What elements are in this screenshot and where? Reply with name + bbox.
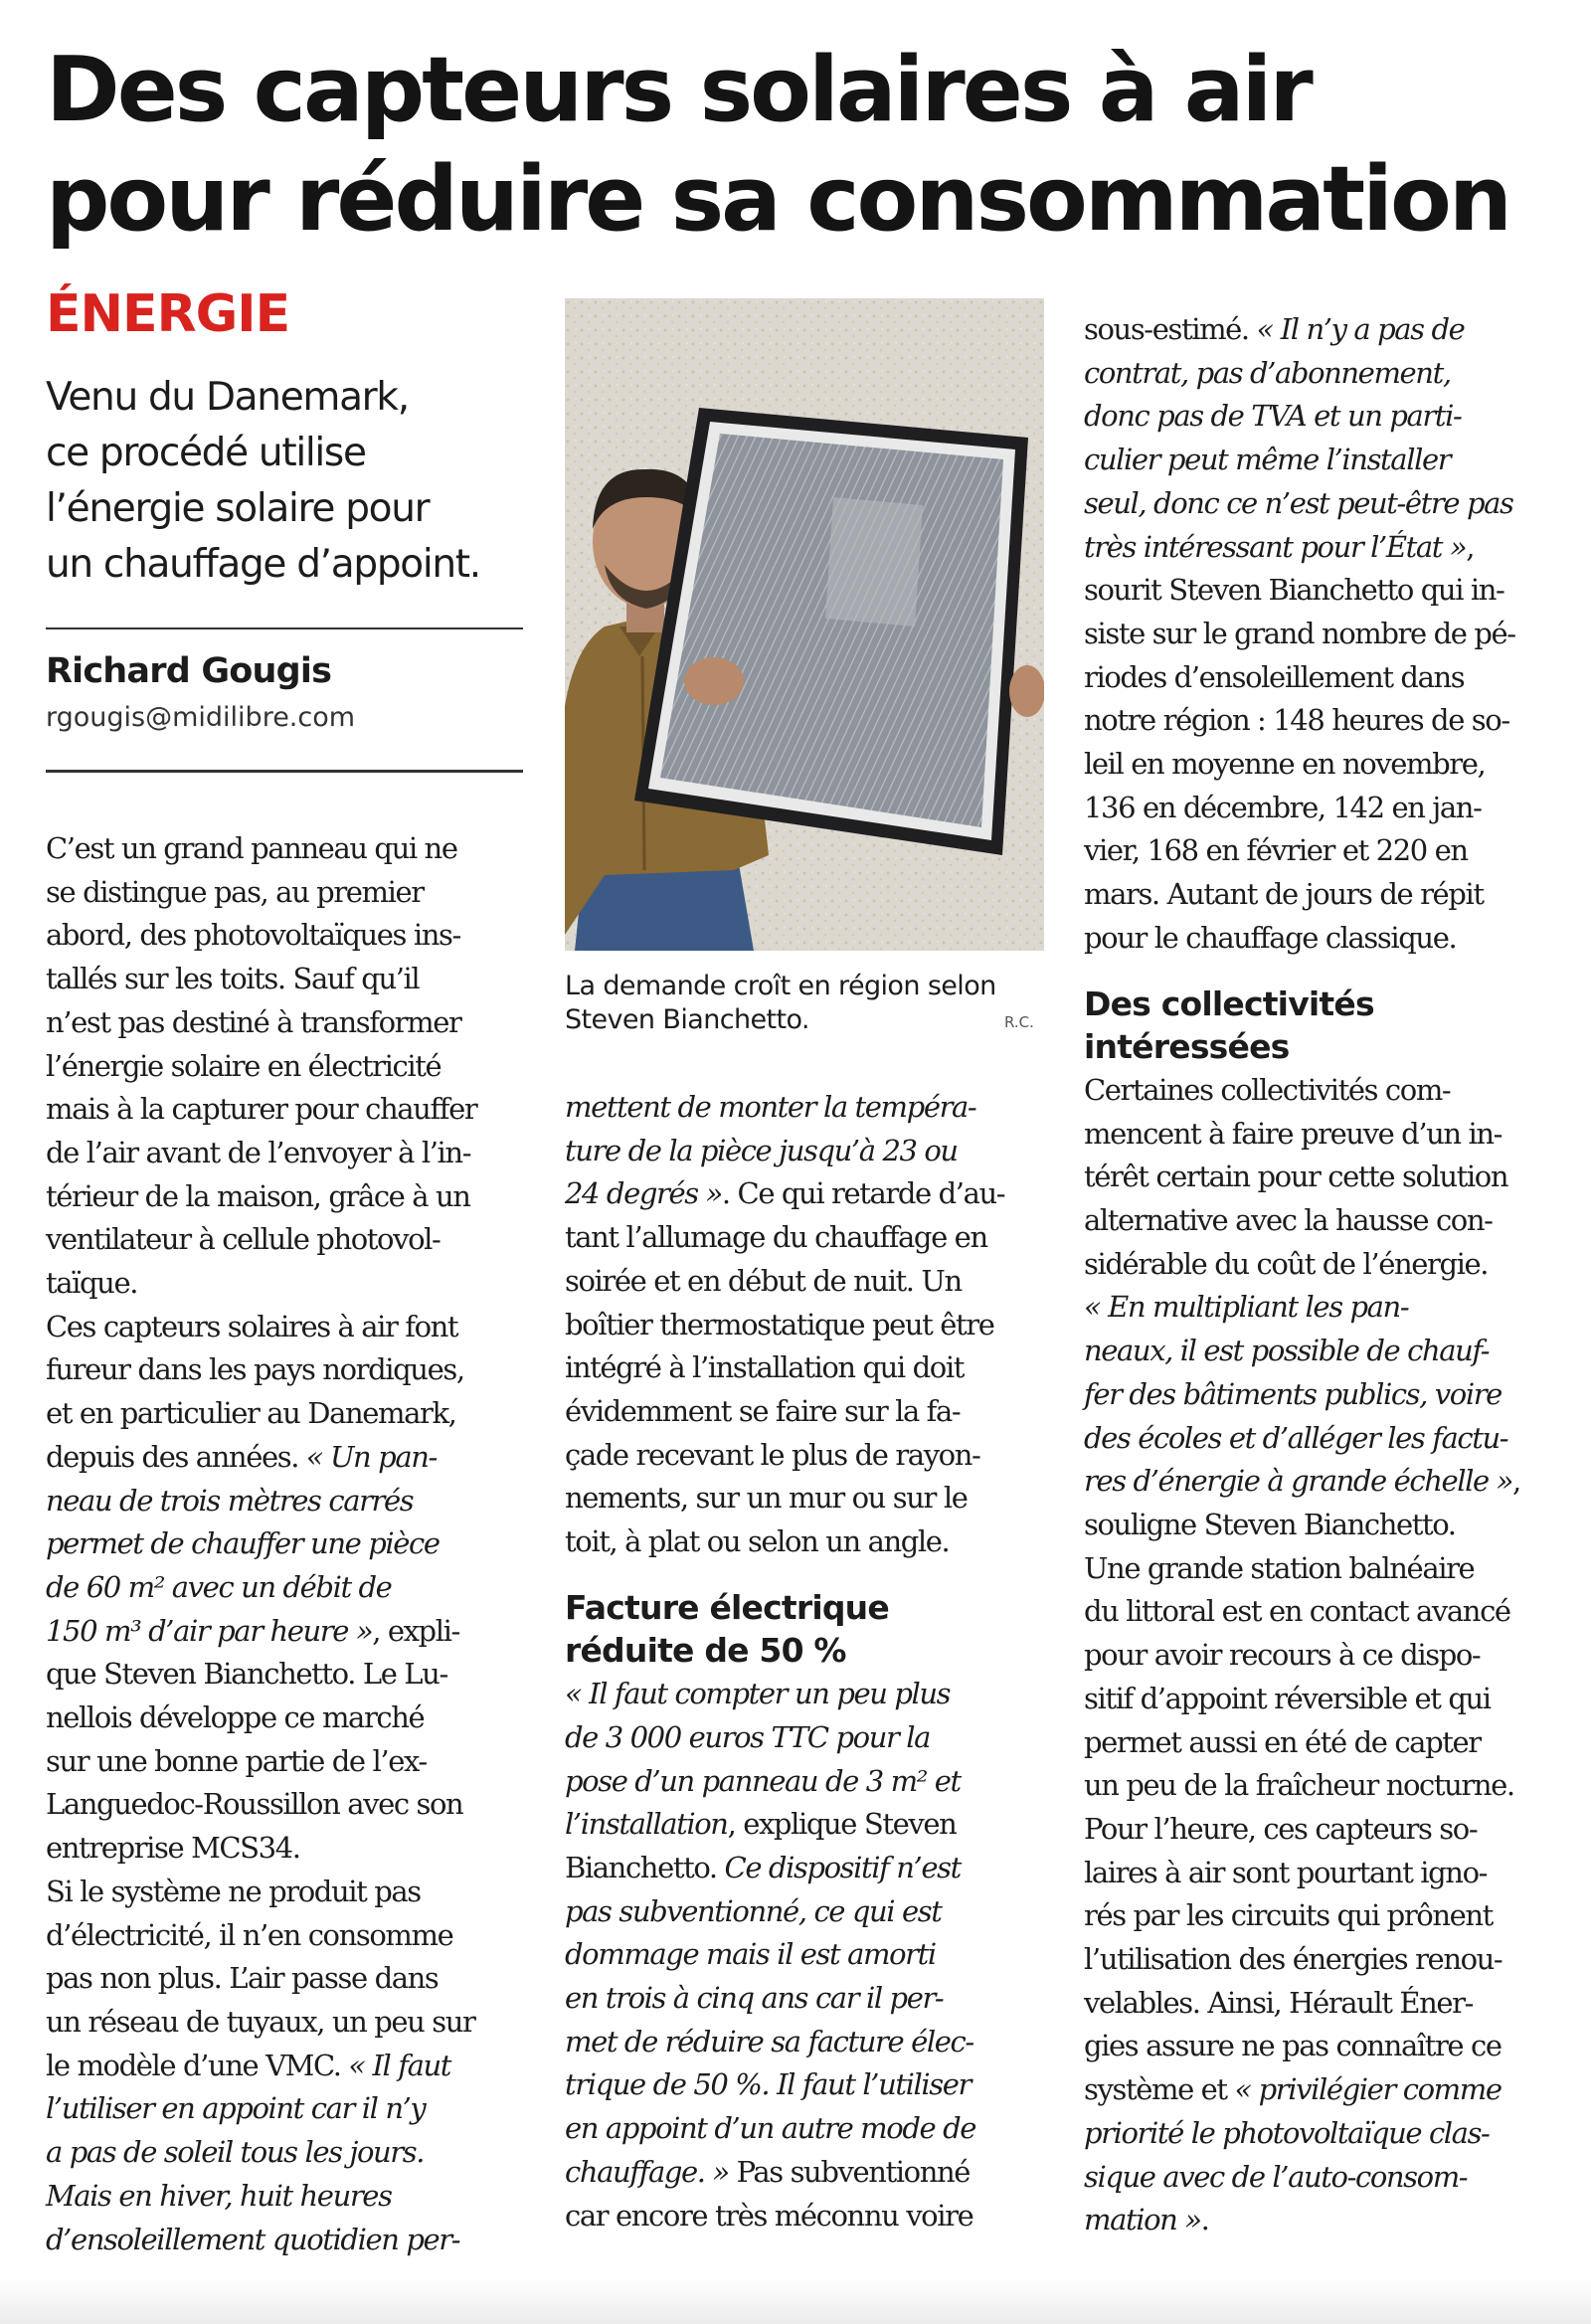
subheading-line: Des collectivités (1084, 983, 1374, 1023)
text-line: abord, des photovoltaïques ins- (46, 918, 460, 953)
text-line (46, 1610, 527, 1654)
text-line: permet aussi en été de capter (1084, 1724, 1481, 1759)
text-line (1084, 2068, 1569, 2112)
quote-line (1084, 1417, 1569, 1461)
subheading (1084, 983, 1569, 1069)
text-line: nements, sur un mur ou sur le (565, 1481, 968, 1516)
quote-line (1084, 2156, 1569, 2200)
text-line: 136 en décembre, 142 en jan- (1084, 790, 1482, 824)
standfirst-line: un chauffage d’appoint. (46, 542, 480, 587)
caption-line: Steven Bianchetto. (565, 1004, 809, 1035)
quote-text: trique de 50 %. Il faut l’utiliser (565, 2067, 971, 2102)
text-line: siste sur le grand nombre de pé- (1084, 616, 1515, 650)
quote-text: 150 m³ d’air par heure » (46, 1613, 373, 1648)
quote-text: priorité le photovoltaïque clas- (1084, 2115, 1490, 2150)
quote-text: « Il faut (348, 2048, 451, 2082)
text-line: toit, à plat ou selon un angle. (565, 1524, 950, 1559)
text-roman: Bianchetto. (565, 1850, 725, 1884)
quote-text: de 60 m² avec un débit de (46, 1569, 392, 1604)
text-roman: . Ce qui retarde d’au- (721, 1176, 1005, 1211)
quote-line (1084, 352, 1569, 396)
text-line: Ces capteurs solaires à air font (46, 1309, 458, 1343)
quote-text: « Un pan- (305, 1439, 437, 1474)
text-line (1084, 1460, 1569, 1504)
quote-text: des écoles et d’alléger les factu- (1084, 1420, 1508, 1455)
quote-line (46, 2175, 527, 2219)
quote-text: mettent de monter la tempéra- (565, 1090, 976, 1124)
text-line: C’est un grand panneau qui ne (46, 831, 457, 865)
quote-text: a pas de soleil tous les jours. (46, 2135, 425, 2170)
quote-line (565, 1760, 1048, 1804)
text-line: çade recevant le plus de rayon- (565, 1437, 980, 1472)
quote-text: « privilégier comme (1234, 2072, 1502, 2107)
text-roman: Pas subventionné (728, 2154, 971, 2189)
quote-text: Mais en hiver, huit heures (46, 2178, 392, 2213)
subheading-line: réduite de 50 % (565, 1631, 846, 1671)
article-column-3 (1084, 308, 1569, 2242)
standfirst-line: ce procédé utilise (46, 431, 366, 475)
text-line: un réseau de tuyaux, un peu sur (46, 2004, 475, 2039)
text-line: rés par les circuits qui prônent (1084, 1898, 1493, 1933)
quote-text: l’installation (565, 1807, 728, 1842)
text-roman: , (1511, 1464, 1520, 1499)
quote-line (46, 1480, 527, 1523)
text-line: Une grande station balnéaire (1084, 1550, 1475, 1585)
text-line: Certaines collectivités com- (1084, 1072, 1451, 1107)
quote-text: donc pas de TVA et un parti- (1084, 399, 1462, 434)
quote-text: pas subventionné, ce qui est (565, 1893, 942, 1928)
text-line: et en particulier au Danemark, (46, 1396, 456, 1431)
text-line: pour le chauffage classique. (1084, 920, 1457, 955)
quote-line (565, 1130, 1048, 1173)
paragraph (565, 1086, 1048, 1564)
text-line: un peu de la fraîcheur nocturne. (1084, 1768, 1514, 1803)
text-line: d’électricité, il n’en consomme (46, 1917, 453, 1952)
quote-line (565, 2021, 1048, 2064)
quote-line (1084, 439, 1569, 482)
paragraph (1084, 308, 1569, 961)
text-line: mars. Autant de jours de répit (1084, 877, 1484, 912)
text-line: mais à la capturer pour chauffer (46, 1092, 477, 1127)
quote-text: culier peut même l’installer (1084, 443, 1451, 477)
text-roman: depuis des années. (46, 1439, 306, 1474)
article-column-1 (46, 827, 527, 2261)
text-line: mencent à faire preuve d’un in- (1084, 1116, 1503, 1151)
byline-author: Richard Gougis (46, 651, 332, 691)
quote-text: « Il n’y a pas de (1256, 312, 1465, 346)
divider (46, 627, 523, 629)
text-line: évidemment se faire sur la fa- (565, 1393, 961, 1428)
text-line: boîtier thermostatique peut être (565, 1307, 994, 1341)
text-line: intégré à l’installation qui doit (565, 1350, 964, 1385)
subheading (565, 1586, 1048, 1673)
text-line: Languedoc-Roussillon avec son (46, 1787, 463, 1822)
quote-text: ture de la pièce jusqu’à 23 ou (565, 1133, 958, 1167)
headline-line: Des capteurs solaires à air (46, 38, 1311, 142)
text-line: fureur dans les pays nordiques, (46, 1352, 464, 1387)
quote-line (1084, 1373, 1569, 1417)
quote-text: seul, donc ce n’est peut-être pas (1084, 485, 1513, 520)
quote-line (565, 1890, 1048, 1934)
paragraph (46, 1306, 527, 1871)
text-line: du littoral est en contact avancé (1084, 1594, 1510, 1629)
text-roman: système et (1084, 2072, 1235, 2107)
quote-text: pose d’un panneau de 3 m² et (565, 1763, 961, 1798)
text-line: vier, 168 en février et 220 en (1084, 833, 1468, 868)
text-roman: , explique Steven (727, 1807, 957, 1842)
quote-text: permet de chauffer une pièce (46, 1526, 440, 1561)
text-line: n’est pas destiné à transformer (46, 1004, 461, 1039)
text-line: car encore très méconnu voire (565, 2198, 973, 2233)
text-line (565, 1172, 1048, 1216)
subheading-line: Facture électrique (565, 1587, 889, 1627)
text-line (46, 1436, 527, 1480)
quote-line (46, 1522, 527, 1566)
paragraph (1084, 1069, 1569, 2242)
quote-text: neau de trois mètres carrés (46, 1483, 414, 1518)
text-line: térêt certain pour cette solution (1084, 1160, 1508, 1194)
text-line: sidérable du coût de l’énergie. (1084, 1246, 1489, 1281)
quote-text: fer des bâtiments publics, voire (1084, 1376, 1502, 1411)
quote-line (1084, 395, 1569, 439)
text-line: Pour l’heure, ces capteurs so- (1084, 1811, 1478, 1846)
quote-text: en appoint d’un autre mode de (565, 2111, 976, 2146)
quote-text: sique avec de l’auto-consom- (1084, 2159, 1468, 2194)
quote-line (46, 1566, 527, 1610)
quote-line (1084, 1286, 1569, 1330)
quote-text: de 3 000 euros TTC pour la (565, 1719, 931, 1754)
quote-line (565, 2063, 1048, 2107)
quote-text: Ce dispositif n’est (724, 1850, 961, 1884)
text-roman: , (1466, 529, 1475, 564)
caption-line: La demande croît en région selon (565, 971, 996, 1001)
text-line: l’utilisation des énergies renou- (1084, 1942, 1503, 1977)
quote-line (46, 2219, 527, 2262)
text-line: notre région : 148 heures de so- (1084, 703, 1509, 738)
text-line (565, 2151, 1048, 2195)
text-line: sourit Steven Bianchetto qui in- (1084, 573, 1504, 608)
text-line: souligne Steven Bianchetto. (1084, 1507, 1456, 1541)
quote-line (1084, 1330, 1569, 1373)
headline-line: pour réduire sa consommation (46, 147, 1509, 252)
text-line: leil en moyenne en novembre, (1084, 747, 1486, 782)
quote-text: dommage mais il est amorti (565, 1937, 936, 1972)
text-roman: sous-estimé. (1084, 312, 1257, 346)
text-line: de l’air avant de l’envoyer à l’in- (46, 1135, 471, 1169)
text-line (565, 1803, 1048, 1847)
text-line: Si le système ne produit pas (46, 1874, 421, 1908)
text-line: pas non plus. L’air passe dans (46, 1961, 439, 1996)
text-line: sur une bonne partie de l’ex- (46, 1743, 427, 1778)
text-line (1084, 308, 1569, 352)
text-line: nellois développe ce marché (46, 1700, 425, 1735)
text-line: térieur de la maison, grâce à un (46, 1178, 470, 1213)
text-line: sitif d’appoint réversible et qui (1084, 1681, 1491, 1715)
text-line: velables. Ainsi, Hérault Éner- (1084, 1985, 1474, 2020)
quote-text: chauffage. » (565, 2154, 729, 2189)
quote-text: neaux, il est possible de chauf- (1084, 1334, 1490, 1368)
quote-line (1084, 526, 1569, 570)
text-line: laires à air sont pourtant igno- (1084, 1855, 1488, 1889)
text-line: tant l’allumage du chauffage en (565, 1220, 987, 1255)
quote-line (565, 1716, 1048, 1760)
standfirst-line: l’énergie solaire pour (46, 486, 430, 531)
text-roman: le modèle d’une VMC. (46, 2048, 349, 2082)
text-line: ventilateur à cellule photovol- (46, 1222, 441, 1257)
text-line: se distingue pas, au premier (46, 874, 424, 909)
text-line: tallés sur les toits. Sauf qu’il (46, 962, 420, 996)
text-line: entreprise MCS34. (46, 1831, 300, 1866)
standfirst-line: Venu du Danemark, (46, 375, 409, 420)
quote-text: contrat, pas d’abonnement, (1084, 355, 1451, 390)
quote-text: res d’énergie à grande échelle » (1084, 1464, 1512, 1499)
quote-line (1084, 2199, 1569, 2242)
quote-line (565, 1933, 1048, 1977)
quote-line (565, 2107, 1048, 2151)
divider (46, 770, 523, 773)
quote-line (46, 2131, 527, 2175)
quote-line (565, 1673, 1048, 1716)
quote-line (565, 1086, 1048, 1130)
text-line (46, 2045, 527, 2088)
quote-line (565, 1977, 1048, 2021)
paragraph (565, 1673, 1048, 2237)
quote-text: met de réduire sa facture élec- (565, 2024, 973, 2058)
text-line: riodes d’ensoleillement dans (1084, 659, 1465, 694)
quote-text: « En multipliant les pan- (1084, 1290, 1409, 1325)
paragraph (46, 827, 527, 1306)
photo-caption (565, 970, 1044, 1037)
text-roman: . (1200, 2203, 1209, 2237)
page-edge (0, 2277, 1591, 2324)
headline (46, 36, 1557, 255)
text-line (565, 1847, 1048, 1890)
quote-line (1084, 482, 1569, 526)
quote-text: 24 degrés » (565, 1176, 722, 1211)
quote-text: mation » (1084, 2203, 1201, 2237)
text-line: gies assure ne pas connaître ce (1084, 2029, 1502, 2063)
quote-line (1084, 2112, 1569, 2156)
article-photo (565, 298, 1044, 951)
text-line: alternative avec la hausse con- (1084, 1203, 1493, 1238)
quote-text: « Il faut compter un peu plus (565, 1677, 951, 1711)
text-line: pour avoir recours à ce dispo- (1084, 1638, 1481, 1673)
text-line: que Steven Bianchetto. Le Lu- (46, 1657, 447, 1692)
text-line: l’énergie solaire en électricité (46, 1048, 442, 1083)
paragraph (46, 1871, 527, 2261)
text-roman: , expli- (372, 1613, 459, 1648)
byline-email[interactable]: rgougis@midilibre.com (46, 702, 356, 733)
text-line: soirée et en début de nuit. Un (565, 1263, 962, 1298)
text-line: taïque. (46, 1266, 138, 1301)
photo-credit: R.C. (1004, 1013, 1034, 1031)
quote-text: très intéressant pour l’État » (1084, 529, 1467, 564)
subheading-line: intéressées (1084, 1027, 1290, 1067)
section-rubric: ÉNERGIE (46, 284, 290, 344)
quote-line (46, 2087, 527, 2131)
quote-text: d’ensoleillement quotidien per- (46, 2222, 460, 2256)
photo-illustration (565, 298, 1044, 951)
standfirst (46, 370, 543, 593)
quote-text: l’utiliser en appoint car il n’y (46, 2091, 426, 2126)
quote-text: en trois à cinq ans car il per- (565, 1981, 944, 2016)
article-column-2 (565, 1086, 1048, 2237)
